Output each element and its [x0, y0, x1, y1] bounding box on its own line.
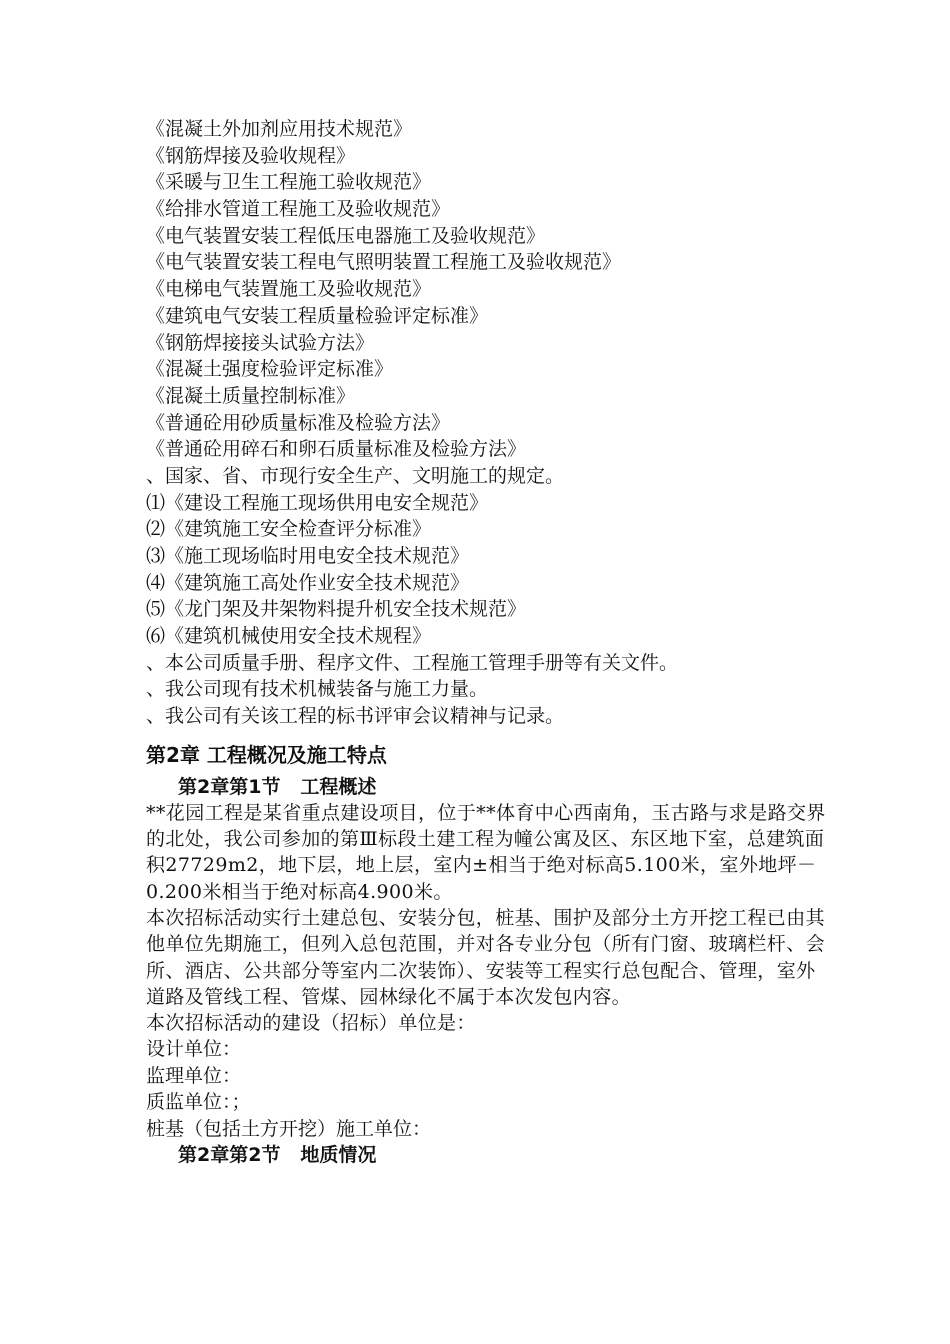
safety-item: ⑴《建设工程施工现场供用电安全规范》: [146, 491, 489, 514]
overview-paragraph: **花园工程是某省重点建设项目，位于**体育中心西南角，玉古路与求是路交界的北处，我公司参加的第Ⅲ标段土建工程为幢公寓及区、东区地下室，总建筑面积27729m2，地下层，地上层，室内±相当于绝对标高5.100米，室外地坪－0.200米相当于绝对标高4.900米。: [146, 801, 826, 903]
standard-item: 《普通砼用碎石和卵石质量标准及检验方法》: [146, 438, 527, 461]
standard-item: 《建筑电气安装工程质量检验评定标准》: [146, 304, 489, 327]
standard-item: 《钢筋焊接接头试验方法》: [146, 331, 375, 354]
standard-item: 《电梯电气装置施工及验收规范》: [146, 278, 432, 301]
section-heading: [146, 1142, 826, 1168]
basis-item: 、我公司现有技术机械装备与施工力量。: [146, 678, 489, 701]
standard-item: 《给排水管道工程施工及验收规范》: [146, 198, 451, 221]
standard-item: 《电气装置安装工程电气照明装置工程施工及验收规范》: [146, 251, 622, 274]
basis-item: 、本公司质量手册、程序文件、工程施工管理手册等有关文件。: [146, 651, 679, 674]
safety-list: [146, 490, 826, 650]
bidding-paragraph: 本次招标活动实行土建总包、安装分包，桩基、围护及部分土方开挖工程已由其他单位先期施工，但列入总包范围，并对各专业分包（所有门窗、玻璃栏杆、会所、酒店、公共部分等室内二次装饰）、安装等工程实行总包配合、管理，室外道路及管线工程、管煤、园林绿化不属于本次发包内容。: [146, 907, 826, 1008]
standards-list: [146, 116, 826, 463]
section-title: 地质情况: [300, 1144, 377, 1167]
safety-heading: 、国家、省、市现行安全生产、文明施工的规定。: [146, 464, 565, 487]
standard-item: 《混凝土外加剂应用技术规范》: [146, 118, 413, 140]
document-page: [146, 116, 826, 1168]
other-basis-list: [146, 650, 826, 730]
chapter-title: 工程概况及施工特点: [206, 742, 387, 767]
unit-list: [146, 1036, 826, 1142]
section-number: 第2章第2节: [178, 1144, 281, 1167]
section-heading: [146, 774, 826, 800]
section-title: 工程概述: [300, 775, 377, 798]
standard-item: 《采暖与卫生工程施工验收规范》: [146, 171, 432, 194]
unit-item: 设计单位：: [146, 1038, 242, 1061]
section-number: 第2章第1节: [178, 775, 281, 798]
chapter-number: 第2章: [146, 742, 200, 767]
standard-item: 《钢筋焊接及验收规程》: [146, 144, 356, 167]
unit-item: 监理单位：: [146, 1064, 242, 1087]
standard-item: 《混凝土强度检验评定标准》: [146, 358, 394, 381]
standard-item: 《普通砼用砂质量标准及检验方法》: [146, 411, 451, 434]
safety-item: ⑸《龙门架及井架物料提升机安全技术规范》: [146, 598, 527, 621]
chapter-heading: [146, 740, 826, 770]
safety-item: ⑶《施工现场临时用电安全技术规范》: [146, 545, 470, 567]
safety-item: ⑹《建筑机械使用安全技术规程》: [146, 625, 432, 648]
safety-item: ⑵《建筑施工安全检查评分标准》: [146, 518, 432, 541]
standard-item: 《混凝土质量控制标准》: [146, 384, 356, 407]
owner-paragraph: 本次招标活动的建设（招标）单位是：: [146, 1012, 476, 1035]
standard-item: 《电气装置安装工程低压电器施工及验收规范》: [146, 224, 546, 247]
unit-item: 质监单位：；: [146, 1091, 251, 1114]
basis-item: 、我公司有关该工程的标书评审会议精神与记录。: [146, 705, 565, 728]
unit-item: 桩基（包括土方开挖）施工单位：: [146, 1117, 432, 1140]
safety-item: ⑷《建筑施工高处作业安全技术规范》: [146, 571, 470, 594]
